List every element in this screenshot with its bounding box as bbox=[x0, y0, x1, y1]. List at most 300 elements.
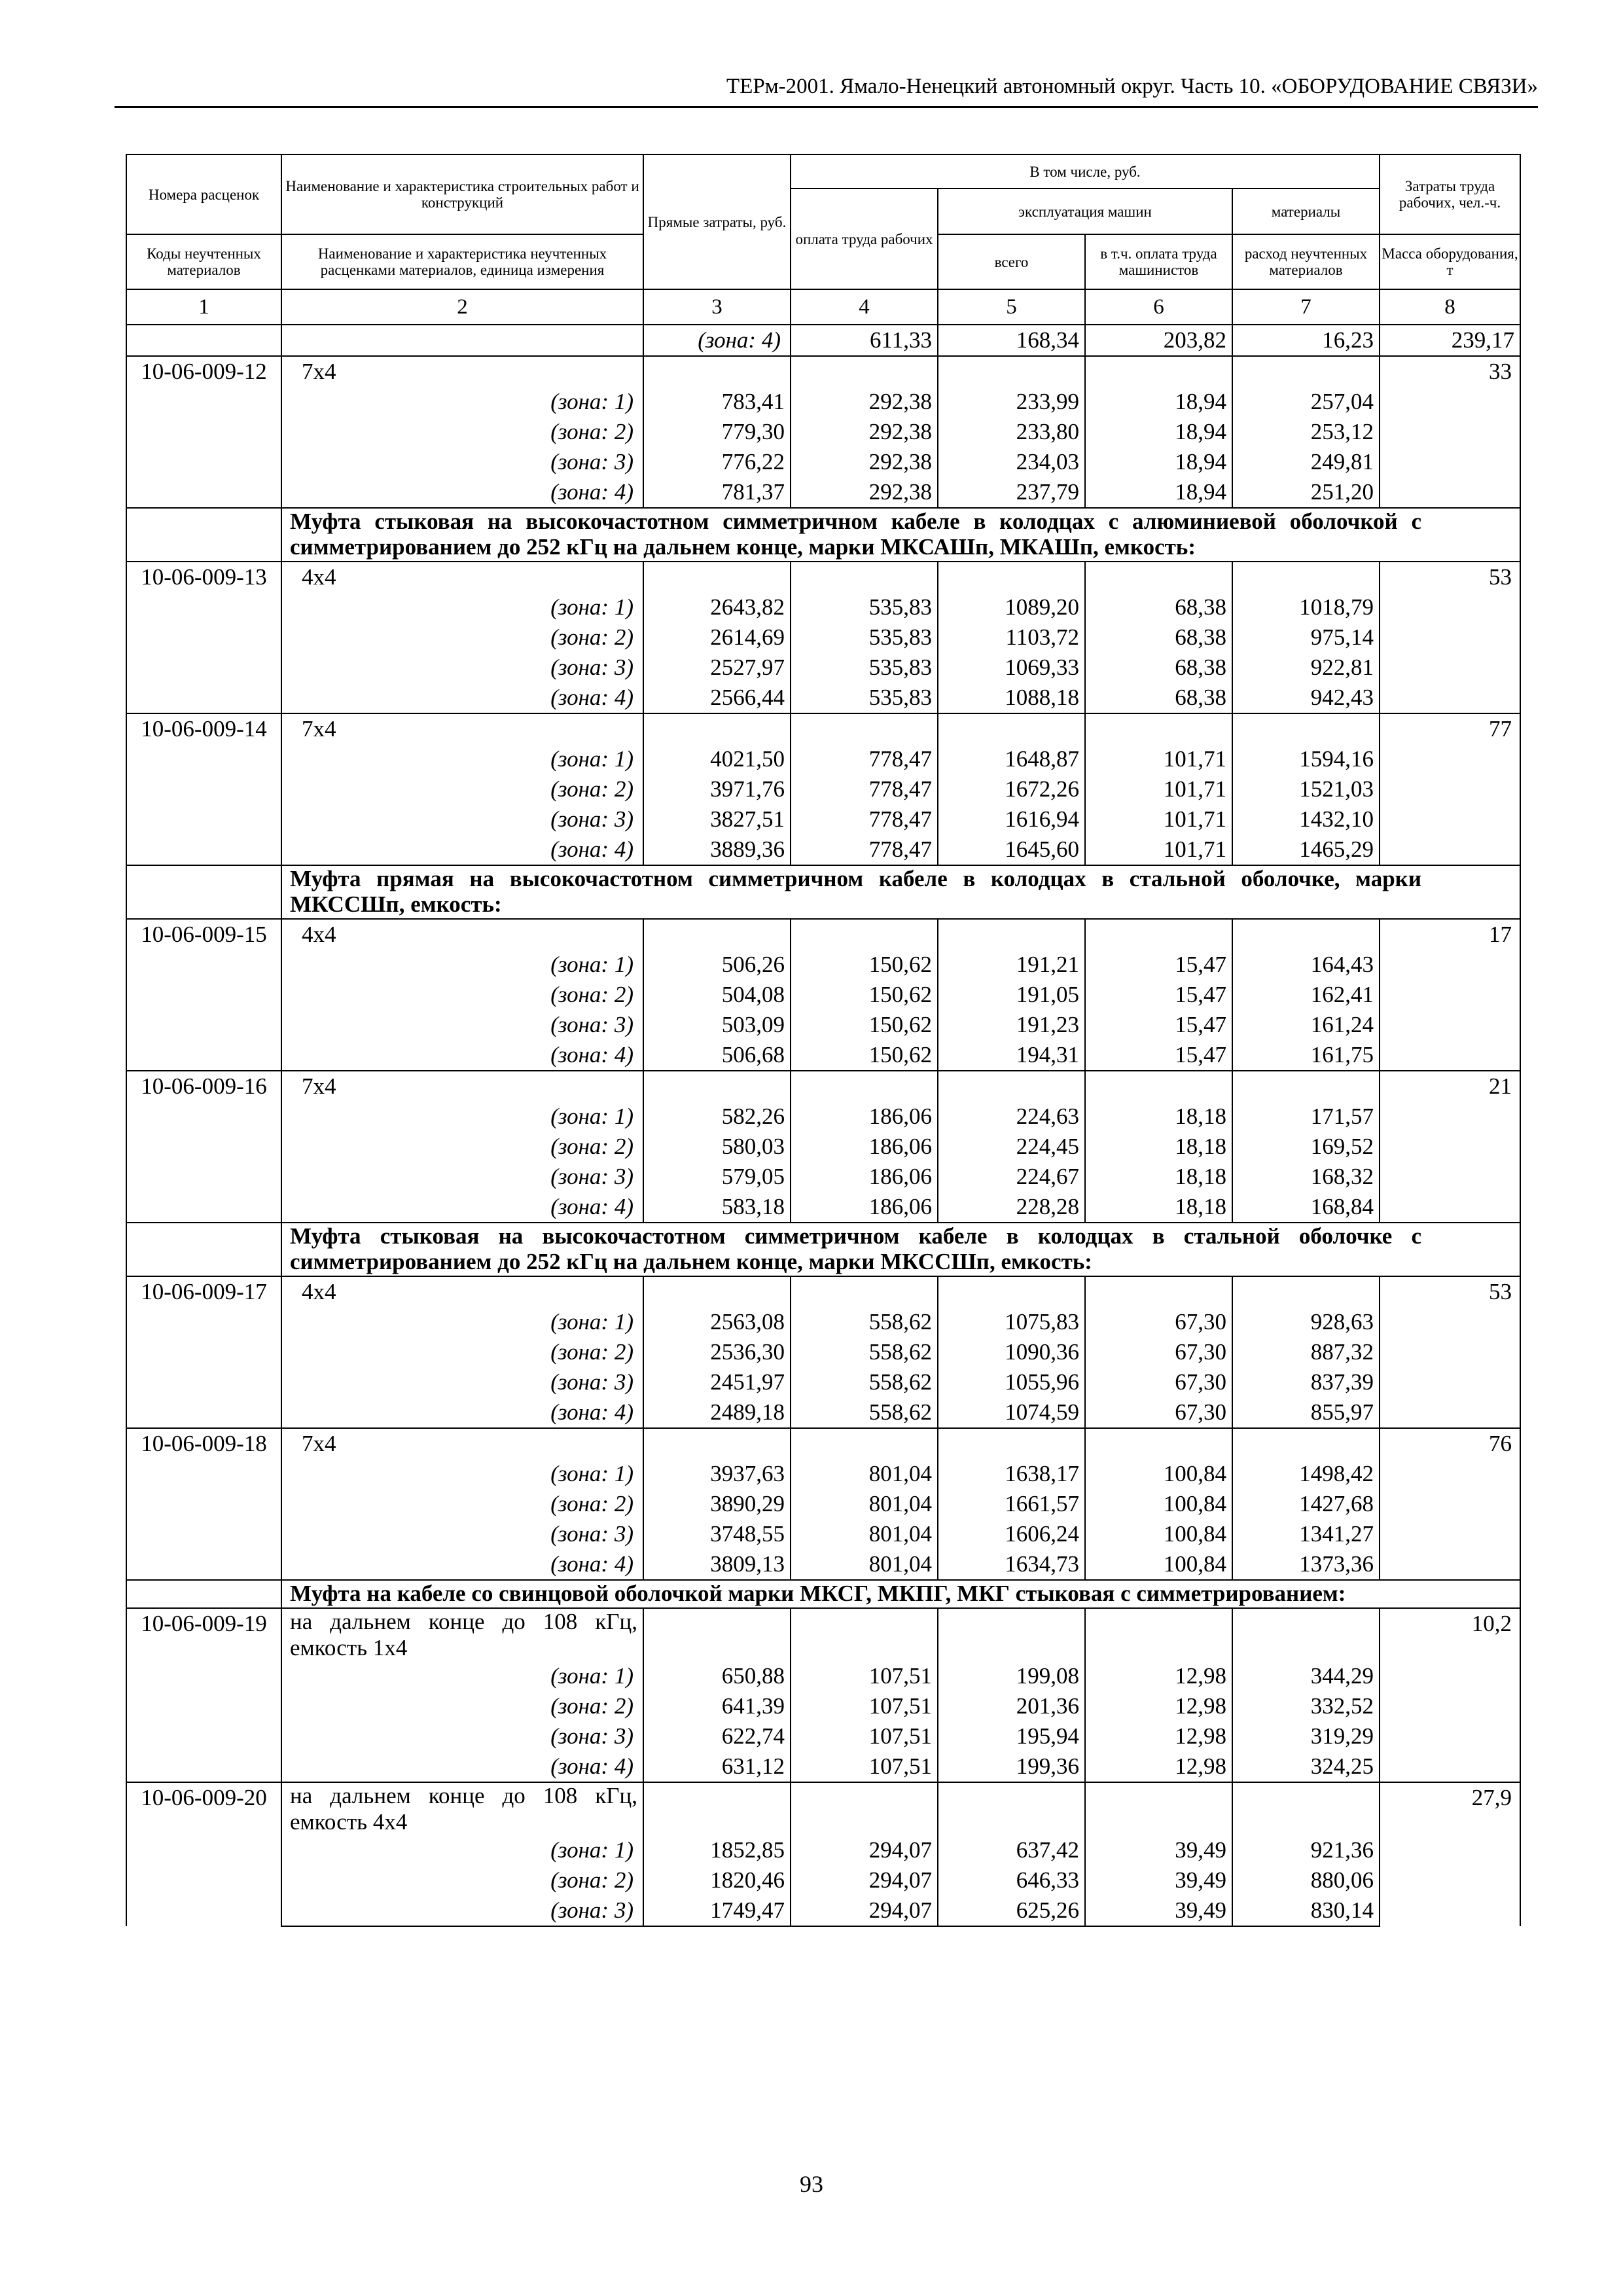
value-cell: 292,38 bbox=[791, 387, 938, 417]
value-cell: 921,36 bbox=[1232, 1835, 1380, 1865]
zone-label: (зона: 3) bbox=[281, 1010, 643, 1040]
col8-top-header: Затраты труда рабочих, чел.-ч. bbox=[1380, 154, 1520, 234]
empty-cell bbox=[1232, 1276, 1380, 1307]
value-cell: 100,84 bbox=[1085, 1459, 1232, 1489]
value-cell: 15,47 bbox=[1085, 1040, 1232, 1071]
value-cell: 622,74 bbox=[643, 1721, 791, 1751]
value-cell: 778,47 bbox=[791, 834, 938, 865]
section-title: Муфта на кабеле со свинцовой оболочкой марки МКСГ, МКПГ, МКГ стыковая с симметрированием: bbox=[281, 1580, 1520, 1608]
machines-header: эксплуатация машин bbox=[938, 188, 1232, 234]
value-cell: 224,63 bbox=[938, 1102, 1085, 1132]
zone-label: (зона: 1) bbox=[281, 1307, 643, 1337]
value-cell: 233,99 bbox=[938, 387, 1085, 417]
zone-label: (зона: 4) bbox=[281, 1040, 643, 1071]
zone-label: (зона: 3) bbox=[281, 1721, 643, 1751]
zone-label: (зона: 1) bbox=[281, 744, 643, 774]
item-name: 7х4 bbox=[281, 713, 643, 744]
zone-label: (зона: 1) bbox=[281, 1102, 643, 1132]
value-cell: 535,83 bbox=[791, 622, 938, 653]
value-cell: 1594,16 bbox=[1232, 744, 1380, 774]
value-cell: 942,43 bbox=[1232, 683, 1380, 713]
value-cell: 2566,44 bbox=[643, 683, 791, 713]
item-row bbox=[126, 356, 1520, 387]
value-cell: 191,05 bbox=[938, 980, 1085, 1010]
value-cell: 1638,17 bbox=[938, 1459, 1085, 1489]
empty-cell bbox=[1232, 356, 1380, 387]
table-row bbox=[126, 592, 1520, 622]
value-cell: 1088,18 bbox=[938, 683, 1085, 713]
value-cell: 783,41 bbox=[643, 387, 791, 417]
value-cell: 637,42 bbox=[938, 1835, 1085, 1865]
value-cell: 239,17 bbox=[1380, 325, 1520, 356]
value-cell: 801,04 bbox=[791, 1459, 938, 1489]
empty-cell bbox=[791, 1428, 938, 1459]
rate-code: 10-06-009-12 bbox=[126, 356, 281, 508]
value-cell: 15,47 bbox=[1085, 980, 1232, 1010]
value-cell: 253,12 bbox=[1232, 417, 1380, 447]
value-cell: 101,71 bbox=[1085, 834, 1232, 865]
zone-label: (зона: 3) bbox=[281, 1162, 643, 1192]
labor-cost: 53 bbox=[1380, 562, 1520, 713]
value-cell: 558,62 bbox=[791, 1367, 938, 1397]
section-spacer bbox=[126, 1580, 281, 1608]
item-name: 4х4 bbox=[281, 562, 643, 592]
value-cell: 1521,03 bbox=[1232, 774, 1380, 804]
value-cell: 18,94 bbox=[1085, 417, 1232, 447]
value-cell: 67,30 bbox=[1085, 1337, 1232, 1367]
column-number: 5 bbox=[938, 289, 1085, 325]
rate-code: 10-06-009-14 bbox=[126, 713, 281, 865]
empty-cell bbox=[938, 356, 1085, 387]
item-row bbox=[126, 919, 1520, 950]
value-cell: 292,38 bbox=[791, 477, 938, 508]
table-row bbox=[126, 744, 1520, 774]
column-number: 2 bbox=[281, 289, 643, 325]
value-cell: 631,12 bbox=[643, 1751, 791, 1782]
value-cell: 68,38 bbox=[1085, 592, 1232, 622]
value-cell: 100,84 bbox=[1085, 1549, 1232, 1580]
zone-label: (зона: 3) bbox=[281, 1895, 643, 1926]
table-row bbox=[126, 1751, 1520, 1782]
value-cell: 2489,18 bbox=[643, 1397, 791, 1428]
value-cell: 12,98 bbox=[1085, 1691, 1232, 1721]
value-cell: 107,51 bbox=[791, 1721, 938, 1751]
empty-cell bbox=[643, 713, 791, 744]
table-row bbox=[126, 1367, 1520, 1397]
value-cell: 150,62 bbox=[791, 950, 938, 980]
value-cell: 535,83 bbox=[791, 653, 938, 683]
value-cell: 837,39 bbox=[1232, 1367, 1380, 1397]
page-header: ТЕРм-2001. Ямало-Ненецкий автономный округ. Часть 10. «ОБОРУДОВАНИЕ СВЯЗИ» bbox=[115, 73, 1538, 108]
value-cell: 194,31 bbox=[938, 1040, 1085, 1071]
value-cell: 582,26 bbox=[643, 1102, 791, 1132]
value-cell: 39,49 bbox=[1085, 1865, 1232, 1895]
col3-header: Прямые затраты, руб. bbox=[643, 154, 791, 289]
table-row bbox=[126, 804, 1520, 834]
empty-cell bbox=[1232, 1608, 1380, 1661]
empty-cell bbox=[643, 1782, 791, 1835]
table-row bbox=[126, 1132, 1520, 1162]
empty-cell bbox=[1232, 1782, 1380, 1835]
empty-cell bbox=[791, 713, 938, 744]
zone-label: (зона: 1) bbox=[281, 1835, 643, 1865]
zone-label: (зона: 2) bbox=[281, 1132, 643, 1162]
value-cell: 535,83 bbox=[791, 683, 938, 713]
col6-header: в т.ч. оплата труда машинистов bbox=[1085, 234, 1232, 289]
value-cell: 228,28 bbox=[938, 1192, 1085, 1223]
empty-cell bbox=[1085, 1428, 1232, 1459]
value-cell: 1341,27 bbox=[1232, 1519, 1380, 1549]
item-row bbox=[126, 1608, 1520, 1661]
value-cell: 801,04 bbox=[791, 1549, 938, 1580]
value-cell: 1634,73 bbox=[938, 1549, 1085, 1580]
table-row bbox=[126, 1040, 1520, 1071]
zone-label: (зона: 4) bbox=[281, 1192, 643, 1223]
col1-top-header: Номера расценок bbox=[126, 154, 281, 234]
column-numbers-row bbox=[126, 289, 1520, 325]
value-cell: 1075,83 bbox=[938, 1307, 1085, 1337]
incl-header: В том числе, руб. bbox=[791, 154, 1380, 188]
value-cell: 68,38 bbox=[1085, 622, 1232, 653]
empty-cell bbox=[643, 562, 791, 592]
col4-header: оплата труда рабочих bbox=[791, 188, 938, 289]
empty-cell bbox=[938, 1608, 1085, 1661]
zone-label: (зона: 2) bbox=[281, 1337, 643, 1367]
section-spacer bbox=[126, 508, 281, 562]
zone-label: (зона: 2) bbox=[281, 774, 643, 804]
table-row bbox=[126, 1865, 1520, 1895]
zone-label: (зона: 2) bbox=[281, 1691, 643, 1721]
column-number: 3 bbox=[643, 289, 791, 325]
empty-cell bbox=[1085, 919, 1232, 950]
value-cell: 186,06 bbox=[791, 1132, 938, 1162]
value-cell: 2643,82 bbox=[643, 592, 791, 622]
value-cell: 168,84 bbox=[1232, 1192, 1380, 1223]
col2-top-header: Наименование и характеристика строительных работ и конструкций bbox=[281, 154, 643, 234]
value-cell: 164,43 bbox=[1232, 950, 1380, 980]
empty-cell bbox=[938, 562, 1085, 592]
item-name: 7х4 bbox=[281, 1428, 643, 1459]
table-row bbox=[126, 653, 1520, 683]
value-cell: 1672,26 bbox=[938, 774, 1085, 804]
value-cell: 504,08 bbox=[643, 980, 791, 1010]
value-cell: 646,33 bbox=[938, 1865, 1085, 1895]
value-cell: 171,57 bbox=[1232, 1102, 1380, 1132]
value-cell: 39,49 bbox=[1085, 1895, 1232, 1926]
col1-bottom-header: Коды неучтенных материалов bbox=[126, 234, 281, 289]
value-cell: 107,51 bbox=[791, 1691, 938, 1721]
labor-cost: 10,2 bbox=[1380, 1608, 1520, 1782]
value-cell: 18,18 bbox=[1085, 1162, 1232, 1192]
value-cell: 1103,72 bbox=[938, 622, 1085, 653]
empty-cell bbox=[1085, 1071, 1232, 1102]
value-cell: 68,38 bbox=[1085, 683, 1232, 713]
value-cell: 150,62 bbox=[791, 1040, 938, 1071]
value-cell: 778,47 bbox=[791, 774, 938, 804]
value-cell: 191,23 bbox=[938, 1010, 1085, 1040]
item-row bbox=[126, 1782, 1520, 1835]
value-cell: 107,51 bbox=[791, 1751, 938, 1782]
labor-cost: 76 bbox=[1380, 1428, 1520, 1580]
value-cell: 3827,51 bbox=[643, 804, 791, 834]
table-body bbox=[126, 325, 1520, 1926]
section-title: Муфта стыковая на высокочастотном симметричном кабеле в колодцах с алюминиевой оболочкой с симметрированием до 252 кГц на дальнем конце, марки МКСАШп, МКАШп, емкость: bbox=[281, 508, 1520, 562]
value-cell: 319,29 bbox=[1232, 1721, 1380, 1751]
labor-cost: 53 bbox=[1380, 1276, 1520, 1428]
value-cell: 975,14 bbox=[1232, 622, 1380, 653]
table-row bbox=[126, 1549, 1520, 1580]
table-row bbox=[126, 1489, 1520, 1519]
empty-cell bbox=[938, 1071, 1085, 1102]
value-cell: 67,30 bbox=[1085, 1367, 1232, 1397]
column-number: 8 bbox=[1380, 289, 1520, 325]
materials-header: материалы bbox=[1232, 188, 1380, 234]
value-cell: 324,25 bbox=[1232, 1751, 1380, 1782]
value-cell: 100,84 bbox=[1085, 1489, 1232, 1519]
table-row bbox=[126, 834, 1520, 865]
empty-cell bbox=[281, 325, 643, 356]
column-number: 6 bbox=[1085, 289, 1232, 325]
empty-cell bbox=[938, 1782, 1085, 1835]
value-cell: 558,62 bbox=[791, 1337, 938, 1367]
value-cell: 224,67 bbox=[938, 1162, 1085, 1192]
value-cell: 107,51 bbox=[791, 1661, 938, 1691]
zone-label: (зона: 4) bbox=[281, 477, 643, 508]
zone-label: (зона: 3) bbox=[281, 804, 643, 834]
empty-cell bbox=[1232, 562, 1380, 592]
value-cell: 1055,96 bbox=[938, 1367, 1085, 1397]
item-name: 4х4 bbox=[281, 919, 643, 950]
value-cell: 1820,46 bbox=[643, 1865, 791, 1895]
value-cell: 199,08 bbox=[938, 1661, 1085, 1691]
zone-label: (зона: 1) bbox=[281, 1661, 643, 1691]
value-cell: 1749,47 bbox=[643, 1895, 791, 1926]
value-cell: 195,94 bbox=[938, 1721, 1085, 1751]
zone-label: (зона: 1) bbox=[281, 387, 643, 417]
page-number: 93 bbox=[800, 2171, 823, 2197]
value-cell: 68,38 bbox=[1085, 653, 1232, 683]
value-cell: 67,30 bbox=[1085, 1307, 1232, 1337]
value-cell: 579,05 bbox=[643, 1162, 791, 1192]
zone-label: (зона: 2) bbox=[281, 1865, 643, 1895]
value-cell: 168,32 bbox=[1232, 1162, 1380, 1192]
col2-bottom-header: Наименование и характеристика неучтенных расценками материалов, единица измерения bbox=[281, 234, 643, 289]
value-cell: 18,94 bbox=[1085, 447, 1232, 477]
zone-label: (зона: 4) bbox=[281, 1549, 643, 1580]
zone-label: (зона: 1) bbox=[281, 950, 643, 980]
value-cell: 101,71 bbox=[1085, 744, 1232, 774]
value-cell: 15,47 bbox=[1085, 1010, 1232, 1040]
empty-cell bbox=[938, 713, 1085, 744]
value-cell: 1069,33 bbox=[938, 653, 1085, 683]
table-row bbox=[126, 1307, 1520, 1337]
section-spacer bbox=[126, 865, 281, 919]
empty-cell bbox=[643, 1071, 791, 1102]
value-cell: 535,83 bbox=[791, 592, 938, 622]
value-cell: 855,97 bbox=[1232, 1397, 1380, 1428]
value-cell: 257,04 bbox=[1232, 387, 1380, 417]
value-cell: 776,22 bbox=[643, 447, 791, 477]
table-row bbox=[126, 1519, 1520, 1549]
value-cell: 928,63 bbox=[1232, 1307, 1380, 1337]
zone-label: (зона: 3) bbox=[281, 447, 643, 477]
value-cell: 203,82 bbox=[1085, 325, 1232, 356]
empty-cell bbox=[791, 562, 938, 592]
value-cell: 558,62 bbox=[791, 1307, 938, 1337]
value-cell: 292,38 bbox=[791, 447, 938, 477]
table-row bbox=[126, 1691, 1520, 1721]
empty-cell bbox=[938, 1428, 1085, 1459]
item-name: на дальнем конце до 108 кГц, емкость 1х4 bbox=[281, 1608, 643, 1661]
value-cell: 292,38 bbox=[791, 417, 938, 447]
empty-cell bbox=[1232, 1428, 1380, 1459]
empty-cell bbox=[643, 919, 791, 950]
zone-label: (зона: 3) bbox=[281, 653, 643, 683]
value-cell: 641,39 bbox=[643, 1691, 791, 1721]
value-cell: 15,47 bbox=[1085, 950, 1232, 980]
table-row bbox=[126, 683, 1520, 713]
value-cell: 251,20 bbox=[1232, 477, 1380, 508]
value-cell: 781,37 bbox=[643, 477, 791, 508]
value-cell: 880,06 bbox=[1232, 1865, 1380, 1895]
zone-label: (зона: 4) bbox=[643, 325, 791, 356]
rate-code: 10-06-009-18 bbox=[126, 1428, 281, 1580]
empty-cell bbox=[643, 1428, 791, 1459]
column-number: 4 bbox=[791, 289, 938, 325]
price-table bbox=[126, 154, 1521, 1927]
value-cell: 503,09 bbox=[643, 1010, 791, 1040]
value-cell: 580,03 bbox=[643, 1132, 791, 1162]
empty-cell bbox=[1085, 1608, 1232, 1661]
rate-code: 10-06-009-17 bbox=[126, 1276, 281, 1428]
table-row bbox=[126, 1721, 1520, 1751]
value-cell: 162,41 bbox=[1232, 980, 1380, 1010]
empty-cell bbox=[1232, 1071, 1380, 1102]
value-cell: 344,29 bbox=[1232, 1661, 1380, 1691]
labor-cost: 17 bbox=[1380, 919, 1520, 1071]
value-cell: 1616,94 bbox=[938, 804, 1085, 834]
value-cell: 3971,76 bbox=[643, 774, 791, 804]
empty-cell bbox=[791, 1782, 938, 1835]
value-cell: 12,98 bbox=[1085, 1721, 1232, 1751]
empty-cell bbox=[643, 1276, 791, 1307]
value-cell: 779,30 bbox=[643, 417, 791, 447]
value-cell: 922,81 bbox=[1232, 653, 1380, 683]
value-cell: 294,07 bbox=[791, 1895, 938, 1926]
labor-cost: 21 bbox=[1380, 1071, 1520, 1223]
value-cell: 1432,10 bbox=[1232, 804, 1380, 834]
zone-label: (зона: 4) bbox=[281, 683, 643, 713]
value-cell: 2536,30 bbox=[643, 1337, 791, 1367]
value-cell: 199,36 bbox=[938, 1751, 1085, 1782]
table-row bbox=[126, 622, 1520, 653]
value-cell: 12,98 bbox=[1085, 1661, 1232, 1691]
item-row bbox=[126, 562, 1520, 592]
value-cell: 186,06 bbox=[791, 1102, 938, 1132]
table-row bbox=[126, 1397, 1520, 1428]
value-cell: 1645,60 bbox=[938, 834, 1085, 865]
rate-code: 10-06-009-15 bbox=[126, 919, 281, 1071]
table-row bbox=[126, 447, 1520, 477]
labor-cost: 77 bbox=[1380, 713, 1520, 865]
value-cell: 801,04 bbox=[791, 1489, 938, 1519]
zone-label: (зона: 2) bbox=[281, 417, 643, 447]
zone-label: (зона: 3) bbox=[281, 1367, 643, 1397]
table-row bbox=[126, 387, 1520, 417]
value-cell: 830,14 bbox=[1232, 1895, 1380, 1926]
value-cell: 1018,79 bbox=[1232, 592, 1380, 622]
item-name: 4х4 bbox=[281, 1276, 643, 1307]
zone-label: (зона: 4) bbox=[281, 1397, 643, 1428]
value-cell: 150,62 bbox=[791, 1010, 938, 1040]
section-spacer bbox=[126, 1223, 281, 1276]
table-row bbox=[126, 1162, 1520, 1192]
value-cell: 18,18 bbox=[1085, 1192, 1232, 1223]
item-row bbox=[126, 1276, 1520, 1307]
value-cell: 887,32 bbox=[1232, 1337, 1380, 1367]
col7-header: расход неучтенных материалов bbox=[1232, 234, 1380, 289]
value-cell: 150,62 bbox=[791, 980, 938, 1010]
zone-label: (зона: 4) bbox=[281, 1751, 643, 1782]
value-cell: 1090,36 bbox=[938, 1337, 1085, 1367]
value-cell: 18,18 bbox=[1085, 1102, 1232, 1132]
value-cell: 1606,24 bbox=[938, 1519, 1085, 1549]
table-row bbox=[126, 325, 1520, 356]
table-row bbox=[126, 417, 1520, 447]
value-cell: 3809,13 bbox=[643, 1549, 791, 1580]
section-row bbox=[126, 865, 1520, 919]
rate-code: 10-06-009-19 bbox=[126, 1608, 281, 1782]
col8-bottom-header: Масса оборудования, т bbox=[1380, 234, 1520, 289]
col5-header: всего bbox=[938, 234, 1085, 289]
item-name: на дальнем конце до 108 кГц, емкость 4х4 bbox=[281, 1782, 643, 1835]
value-cell: 583,18 bbox=[643, 1192, 791, 1223]
value-cell: 778,47 bbox=[791, 744, 938, 774]
value-cell: 186,06 bbox=[791, 1162, 938, 1192]
value-cell: 1852,85 bbox=[643, 1835, 791, 1865]
value-cell: 801,04 bbox=[791, 1519, 938, 1549]
value-cell: 161,75 bbox=[1232, 1040, 1380, 1071]
value-cell: 650,88 bbox=[643, 1661, 791, 1691]
rate-code: 10-06-009-20 bbox=[126, 1782, 281, 1926]
empty-cell bbox=[791, 356, 938, 387]
table-row bbox=[126, 1459, 1520, 1489]
value-cell: 4021,50 bbox=[643, 744, 791, 774]
value-cell: 294,07 bbox=[791, 1865, 938, 1895]
empty-cell bbox=[1232, 713, 1380, 744]
value-cell: 1427,68 bbox=[1232, 1489, 1380, 1519]
value-cell: 39,49 bbox=[1085, 1835, 1232, 1865]
code-cell bbox=[126, 325, 281, 356]
value-cell: 625,26 bbox=[938, 1895, 1085, 1926]
labor-cost: 27,9 bbox=[1380, 1782, 1520, 1926]
zone-label: (зона: 3) bbox=[281, 1519, 643, 1549]
empty-cell bbox=[1085, 1276, 1232, 1307]
value-cell: 186,06 bbox=[791, 1192, 938, 1223]
column-number: 7 bbox=[1232, 289, 1380, 325]
zone-label: (зона: 1) bbox=[281, 592, 643, 622]
value-cell: 3748,55 bbox=[643, 1519, 791, 1549]
value-cell: 1648,87 bbox=[938, 744, 1085, 774]
section-title: Муфта прямая на высокочастотном симметричном кабеле в колодцах в стальной оболочке, марки МКССШп, емкость: bbox=[281, 865, 1520, 919]
table-row bbox=[126, 1102, 1520, 1132]
empty-cell bbox=[643, 1608, 791, 1661]
section-row bbox=[126, 508, 1520, 562]
zone-label: (зона: 2) bbox=[281, 622, 643, 653]
value-cell: 1373,36 bbox=[1232, 1549, 1380, 1580]
value-cell: 67,30 bbox=[1085, 1397, 1232, 1428]
value-cell: 1465,29 bbox=[1232, 834, 1380, 865]
